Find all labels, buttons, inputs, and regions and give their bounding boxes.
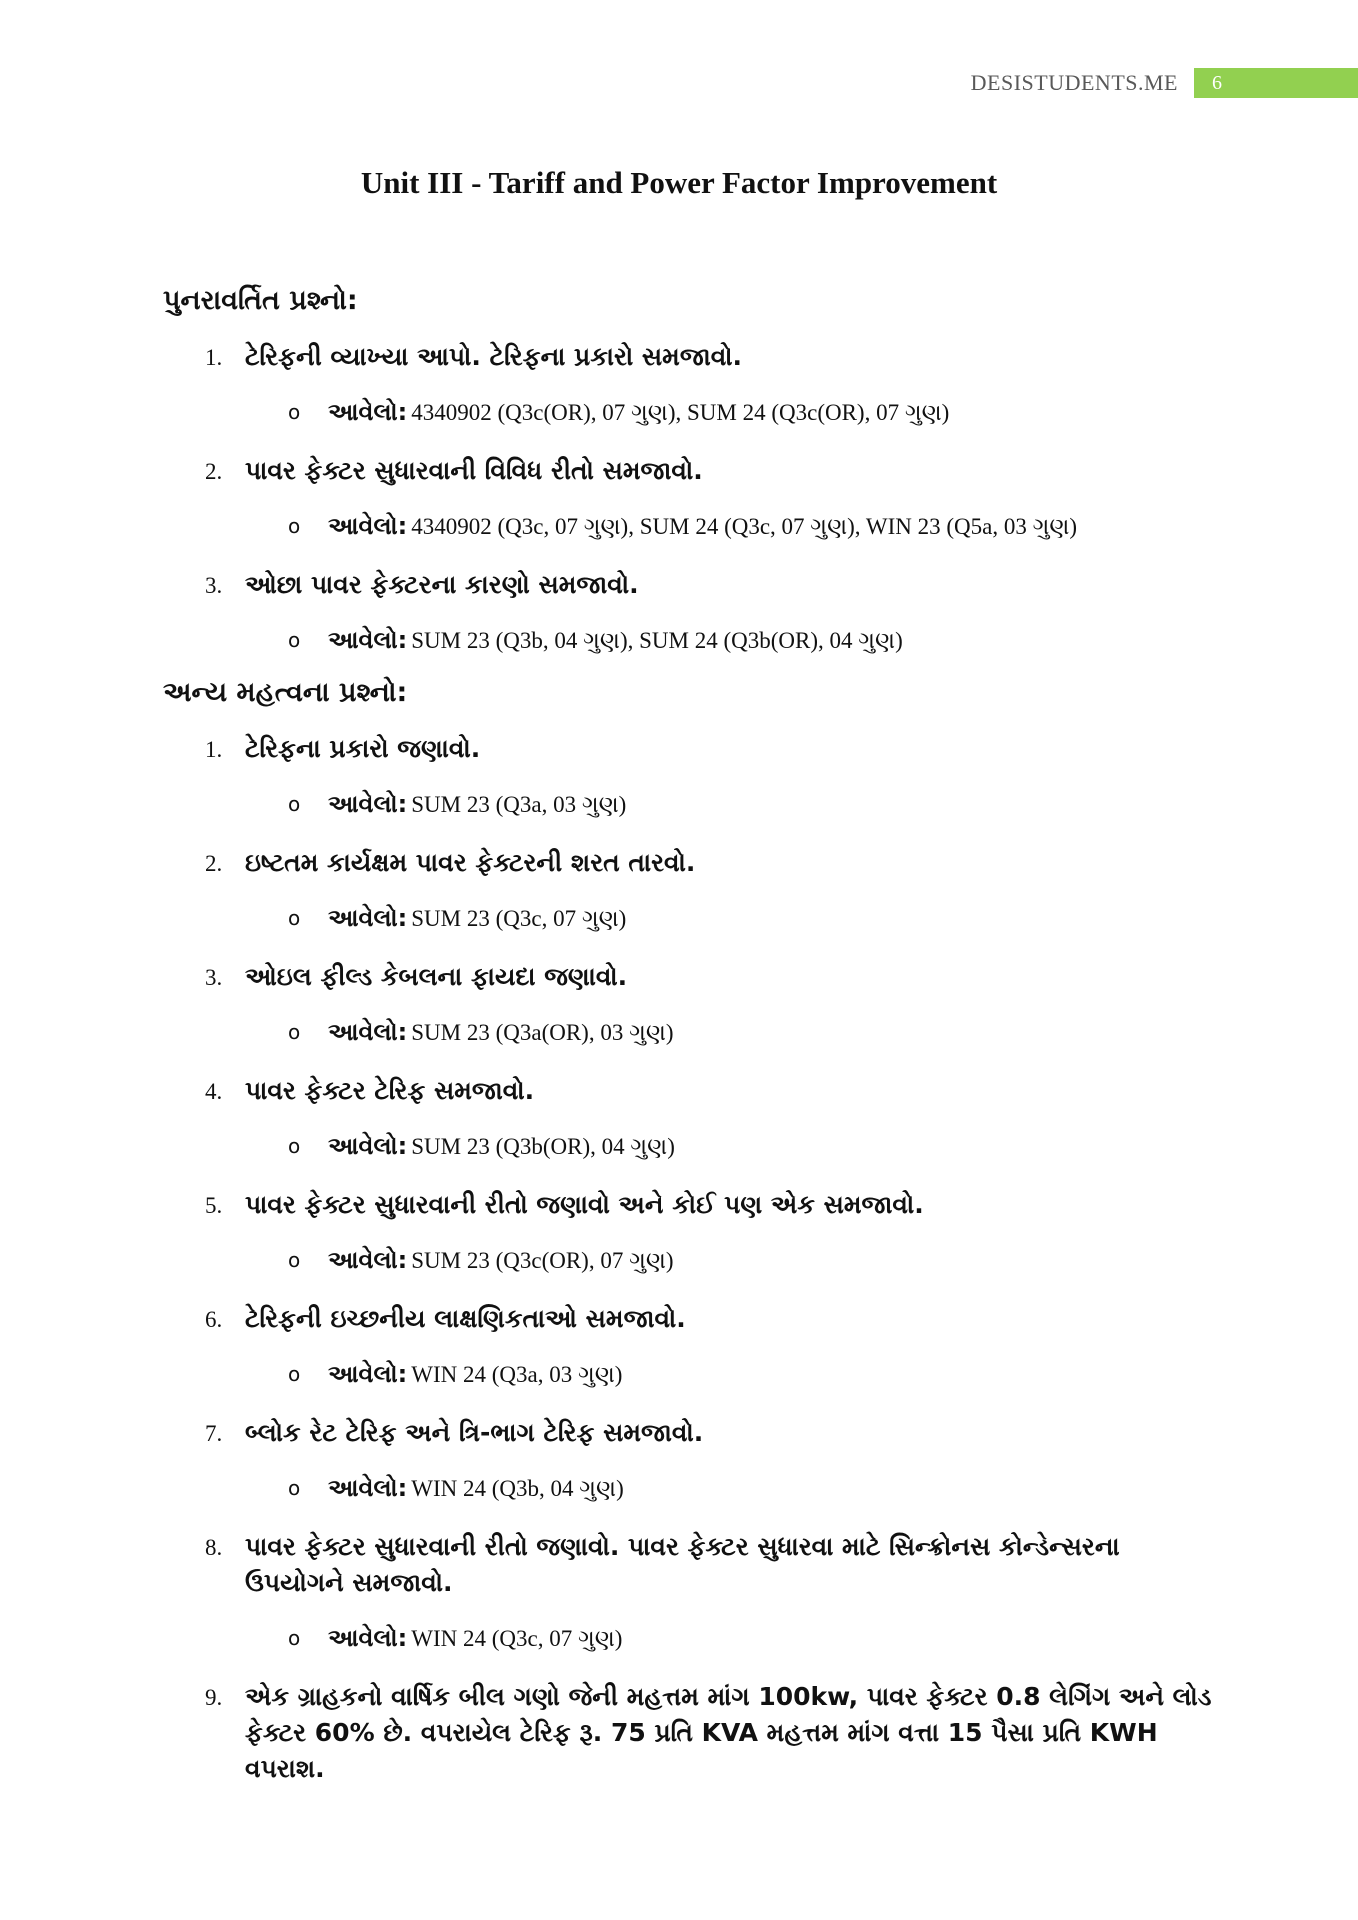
question-number: 2. <box>205 459 223 484</box>
question-item <box>163 731 1223 825</box>
question-text: પાવર ફેક્ટર સુધારવાની રીતો જણાવો. પાવર ફેક્ટર સુધારવા માટે સિન્ક્રોનસ કોન્ડેન્સરના ઉપયોગને સમજાવો. <box>245 1532 1120 1597</box>
section-heading-repeated: પુનરાવર્તિત પ્રશ્નો: <box>163 285 358 316</box>
bullet-icon: o <box>288 792 301 816</box>
question-number: 9. <box>205 1685 223 1710</box>
question-item <box>163 1529 1223 1659</box>
asked-info <box>163 1357 1223 1395</box>
question-item <box>163 453 1223 547</box>
question-item <box>163 845 1223 939</box>
document-body <box>163 283 1223 1787</box>
question-text: પાવર ફેક્ટર સુધારવાની વિવિધ રીતો સમજાવો. <box>245 456 703 485</box>
site-name: DESISTUDENTS.ME <box>970 70 1178 95</box>
question-number: 6. <box>205 1307 223 1332</box>
question-text: ઓછા પાવર ફેક્ટરના કારણો સમજાવો. <box>245 570 639 599</box>
asked-label: આવેલો: <box>328 512 408 540</box>
question-text: ઓઇલ ફીલ્ડ કેબલના ફાયદા જણાવો. <box>245 962 628 991</box>
asked-value: SUM 23 (Q3a(OR), 03 ગુણ) <box>411 1020 674 1045</box>
question-number: 3. <box>205 965 223 990</box>
question-item <box>163 567 1223 661</box>
asked-info <box>163 1015 1223 1053</box>
page-title: Unit III - Tariff and Power Factor Improvement <box>360 165 998 200</box>
bullet-icon: o <box>288 1362 301 1386</box>
asked-info <box>163 509 1223 547</box>
asked-info <box>163 623 1223 661</box>
bullet-icon: o <box>288 514 301 538</box>
asked-value: 4340902 (Q3c(OR), 07 ગુણ), SUM 24 (Q3c(OR), 07 ગુણ) <box>411 400 950 425</box>
bullet-icon: o <box>288 906 301 930</box>
question-text: ટેરિફની ઇચ્છનીય લાક્ષણિકતાઓ સમજાવો. <box>245 1304 686 1333</box>
asked-value: SUM 23 (Q3b(OR), 04 ગુણ) <box>411 1134 675 1159</box>
asked-label: આવેલો: <box>328 904 408 932</box>
asked-label: આવેલો: <box>328 1018 408 1046</box>
asked-label: આવેલો: <box>328 1132 408 1160</box>
asked-label: આવેલો: <box>328 398 408 426</box>
question-item <box>163 959 1223 1053</box>
asked-info <box>163 1129 1223 1167</box>
bullet-icon: o <box>288 1134 301 1158</box>
question-text: ટેરિફની વ્યાખ્યા આપો. ટેરિફના પ્રકારો સમજાવો. <box>245 342 743 371</box>
question-item <box>163 1073 1223 1167</box>
question-text: બ્લોક રેટ ટેરિફ અને ત્રિ-ભાગ ટેરિફ સમજાવો. <box>245 1418 704 1447</box>
question-number: 4. <box>205 1079 223 1104</box>
asked-value: WIN 24 (Q3a, 03 ગુણ) <box>411 1362 623 1387</box>
asked-info <box>163 787 1223 825</box>
asked-value: SUM 23 (Q3c, 07 ગુણ) <box>411 906 627 931</box>
asked-value: SUM 23 (Q3c(OR), 07 ગુણ) <box>411 1248 674 1273</box>
question-number: 7. <box>205 1421 223 1446</box>
page-header <box>971 68 1358 98</box>
question-item <box>163 339 1223 433</box>
question-item <box>163 1187 1223 1281</box>
asked-value: WIN 24 (Q3c, 07 ગુણ) <box>411 1626 623 1651</box>
bullet-icon: o <box>288 1248 301 1272</box>
bullet-icon: o <box>288 1476 301 1500</box>
asked-label: આવેલો: <box>328 1246 408 1274</box>
question-number: 5. <box>205 1193 223 1218</box>
question-item <box>163 1679 1223 1787</box>
page-number: 6 <box>1194 68 1358 98</box>
asked-label: આવેલો: <box>328 1360 408 1388</box>
question-item <box>163 1301 1223 1395</box>
asked-label: આવેલો: <box>328 1624 408 1652</box>
section-heading-other: અન્ય મહત્વના પ્રશ્નો: <box>163 677 408 708</box>
asked-info <box>163 1243 1223 1281</box>
asked-info <box>163 1471 1223 1509</box>
asked-value: 4340902 (Q3c, 07 ગુણ), SUM 24 (Q3c, 07 ગુણ), WIN 23 (Q5a, 03 ગુણ) <box>411 514 1078 539</box>
asked-value: WIN 24 (Q3b, 04 ગુણ) <box>411 1476 624 1501</box>
question-number: 1. <box>205 737 223 762</box>
asked-value: SUM 23 (Q3a, 03 ગુણ) <box>411 792 627 817</box>
asked-value: SUM 23 (Q3b, 04 ગુણ), SUM 24 (Q3b(OR), 04 ગુણ) <box>411 628 903 653</box>
asked-info <box>163 1621 1223 1659</box>
other-questions-list <box>163 731 1223 1787</box>
asked-label: આવેલો: <box>328 1474 408 1502</box>
bullet-icon: o <box>288 1020 301 1044</box>
question-text: પાવર ફેક્ટર ટેરિફ સમજાવો. <box>245 1076 535 1105</box>
question-number: 3. <box>205 573 223 598</box>
asked-label: આવેલો: <box>328 790 408 818</box>
question-item <box>163 1415 1223 1509</box>
asked-info <box>163 901 1223 939</box>
question-number: 8. <box>205 1535 223 1560</box>
bullet-icon: o <box>288 1626 301 1650</box>
repeated-questions-list <box>163 339 1223 661</box>
bullet-icon: o <box>288 400 301 424</box>
question-text: પાવર ફેક્ટર સુધારવાની રીતો જણાવો અને કોઈ પણ એક સમજાવો. <box>245 1190 924 1219</box>
asked-label: આવેલો: <box>328 626 408 654</box>
question-text: ટેરિફના પ્રકારો જણાવો. <box>245 734 481 763</box>
asked-info <box>163 395 1223 433</box>
question-number: 1. <box>205 345 223 370</box>
bullet-icon: o <box>288 628 301 652</box>
question-number: 2. <box>205 851 223 876</box>
question-text: એક ગ્રાહકનો વાર્ષિક બીલ ગણો જેની મહત્તમ માંગ 100kw, પાવર ફેક્ટર 0.8 લેગિંગ અને લોડ ફેક્ટર 60% છે. વપરાયેલ ટેરિફ રૂ. 75 પ્રતિ KVA મહત્તમ માંગ વત્તા 15 પૈસા પ્રતિ KWH વપરાશ. <box>245 1682 1212 1783</box>
question-text: ઇષ્ટતમ કાર્યક્ષમ પાવર ફેક્ટરની શરત તારવો. <box>245 848 696 877</box>
